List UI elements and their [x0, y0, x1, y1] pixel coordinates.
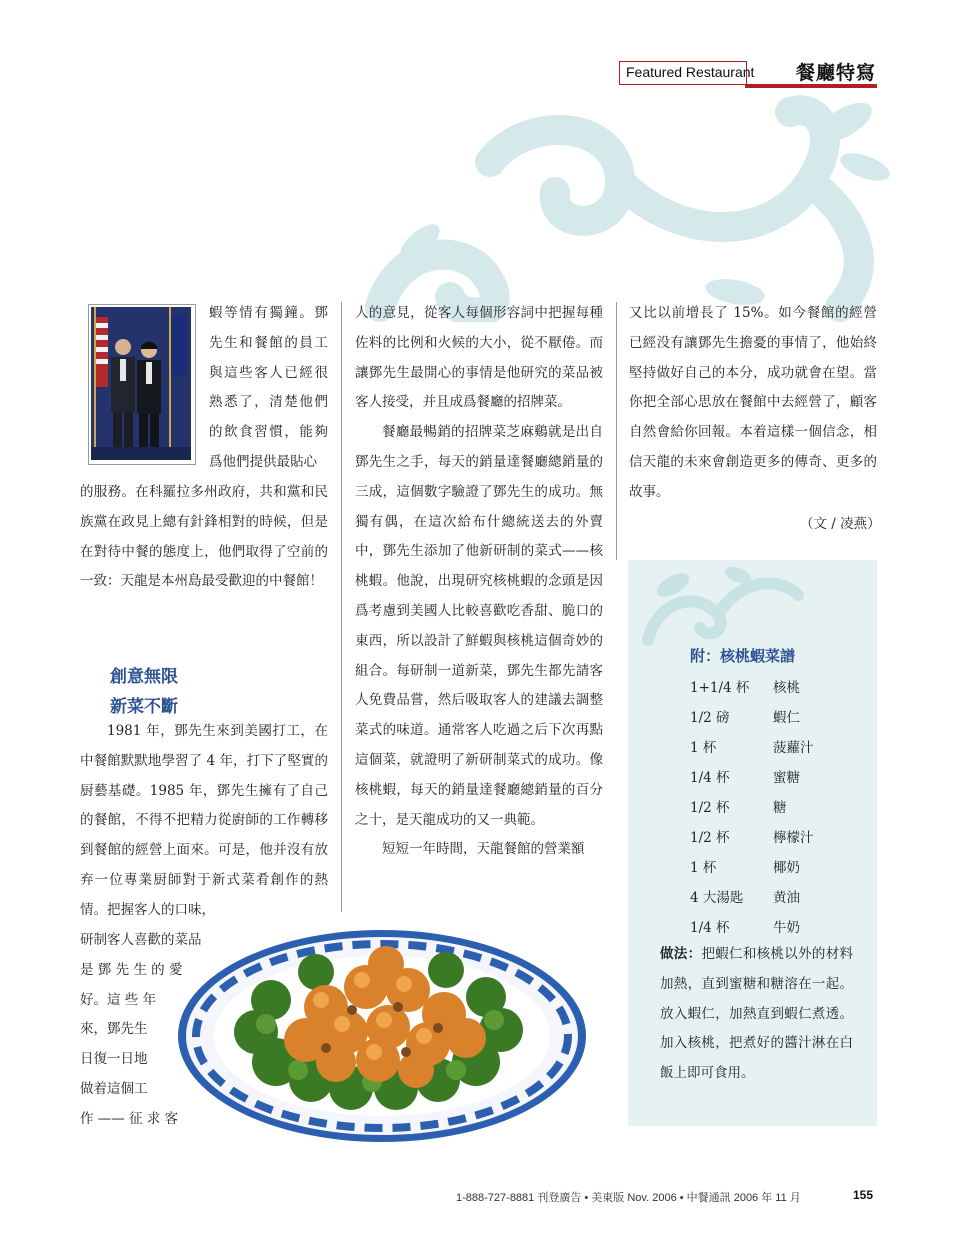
ingredient-quantity: 1/4 杯	[690, 770, 730, 786]
column-2-text	[355, 299, 603, 865]
byline: （文 / 凌燕）	[800, 516, 881, 532]
column-1-paragraph-2: 1981 年，鄧先生來到美國打工，在中餐館默默地學習了 4 年，打下了堅實的厨藝基礎。1985 年，鄧先生擁有了自己的餐館，不得不把精力從廚師的工作轉移到餐館的經營上面來。可是，他并沒有放弃一位專業厨師對于新式菜肴創作的熱情。把握客人的口味，	[80, 723, 328, 918]
recipe-method-text: 把蝦仁和核桃以外的材料加熱，直到蜜糖和糖溶在一起。放入蝦仁，加熱直到蝦仁煮透。加入核桃，把煮好的醬汁淋在白飯上即可食用。	[660, 946, 854, 1082]
ingredient-name: 椰奶	[773, 860, 800, 876]
ingredient-quantity: 1/2 磅	[690, 710, 730, 726]
column-1-paragraph: 的服務。在科羅拉多州政府，共和黨和民族黨在政見上總有針鋒相對的時候，但是在對待中餐的態度上，他們取得了空前的一致：天龍是本州島最受歡迎的中餐館！	[80, 484, 328, 590]
ingredient-name: 菠蘿汁	[773, 740, 814, 756]
swirl-ornament-icon	[340, 92, 896, 322]
recipe-title: 附：核桃蝦菜譜	[690, 647, 796, 665]
column-1-wrap-text	[209, 299, 328, 478]
ingredient-quantity: 4 大湯匙	[690, 890, 744, 906]
ingredient-quantity: 1/2 杯	[690, 800, 730, 816]
column-3-paragraph-1: 又比以前增長了 15%。如今餐館的經營已經没有讓鄧先生擔憂的事情了，他始終堅持做好自己的本分，成功就會在望。當你把全部心思放在餐館中去經營了，顧客自然會給你回報。本着這樣一個信念，相信天龍的未來會創造更多的傳奇、更多的故事。	[629, 305, 877, 500]
ingredient-name: 檸檬汁	[773, 830, 814, 846]
column-3-text	[629, 299, 877, 508]
section-label-chinese: 餐廳特寫	[796, 62, 877, 84]
column-1-tail-line: 是 鄧 先 生 的 愛	[80, 961, 183, 978]
column-2-paragraph-2: 餐廳最暢銷的招牌菜芝麻鷄就是出自鄧先生之手，每天的銷量達餐廳總銷量的三成，這個數字驗證了鄧先生的成功。無獨有偶，在這次給布什總統送去的外賣中，鄧先生添加了他新研制的菜式——核桃蝦。他說，出現研究核桃蝦的念頭是因爲考慮到美國人比較喜歡吃香甜、脆口的東西，所以設計了鮮蝦與核桃這個奇妙的組合。每研制一道新菜，鄧先生都先請客人免費品嘗，然后吸取客人的建議去調整菜式的味道。通常客人吃過之后下次再點這個菜，就證明了新研制菜式的成功。像核桃蝦，每天的銷量達餐廳總銷量的百分之十，是天龍成功的又一典範。	[355, 424, 603, 828]
column-2-paragraph-1: 人的意見，從客人每個形容詞中把握每種佐料的比例和火候的大小，從不厭倦。而讓鄧先生最開心的事情是他研究的菜品被客人接受，并且成爲餐廳的招牌菜。	[355, 305, 603, 411]
subheading-line-1: 創意無限	[110, 667, 178, 687]
recipe-method-label: 做法：	[660, 946, 702, 962]
page-footer: 1-888-727-8881 刊登廣告 • 美東版 Nov. 2006 • 中餐通訊 2006 年 11 月	[456, 1192, 801, 1204]
column-1-second-paragraph	[80, 717, 328, 926]
column-divider	[341, 302, 342, 912]
column-1-tail-line: 好。這 些 年	[80, 991, 157, 1008]
ingredient-quantity: 1+1/4 杯	[690, 680, 750, 696]
column-1-tail-line: 來，鄧先生	[80, 1021, 148, 1038]
column-1-tail-line: 日復一日地	[80, 1051, 148, 1068]
ingredient-name: 蜜糖	[773, 770, 800, 786]
column-1-tail-line: 做着這個工	[80, 1080, 148, 1097]
column-1-tail-line: 研制客人喜歡的菜品	[80, 932, 202, 948]
column-1-tail-line: 作 —— 征 求 客	[80, 1110, 179, 1127]
ingredient-name: 黄油	[773, 890, 800, 906]
column-1-text	[80, 478, 328, 597]
ingredient-quantity: 1/2 杯	[690, 830, 730, 846]
header-accent-rule	[745, 84, 877, 88]
page-number: 155	[853, 1188, 874, 1202]
column-divider	[616, 302, 617, 560]
photo-two-men-with-flags	[91, 307, 191, 460]
recipe-ornament-icon	[628, 560, 877, 650]
ingredient-name: 糖	[773, 800, 787, 816]
ingredient-name: 牛奶	[773, 920, 800, 936]
subheading	[110, 662, 178, 722]
ingredient-quantity: 1 杯	[690, 740, 717, 756]
recipe-method	[660, 940, 853, 1089]
dish-plate-image	[176, 912, 588, 1144]
ingredient-quantity: 1 杯	[690, 860, 717, 876]
column-1-wrap-paragraph: 蝦等情有獨鐘。鄧先生和餐館的員工與這些客人已經很熟悉了，清楚他們的飲食習慣，能夠爲他們提供最貼心	[209, 305, 328, 470]
ingredient-name: 核桃	[773, 680, 800, 696]
ingredient-name: 蝦仁	[773, 710, 800, 726]
column-2-paragraph-3: 短短一年時間，天龍餐館的營業額	[382, 841, 585, 858]
subheading-line-2: 新菜不斷	[110, 697, 178, 717]
section-label-english: Featured Restaurant	[626, 64, 755, 80]
ingredient-quantity: 1/4 杯	[690, 920, 730, 936]
